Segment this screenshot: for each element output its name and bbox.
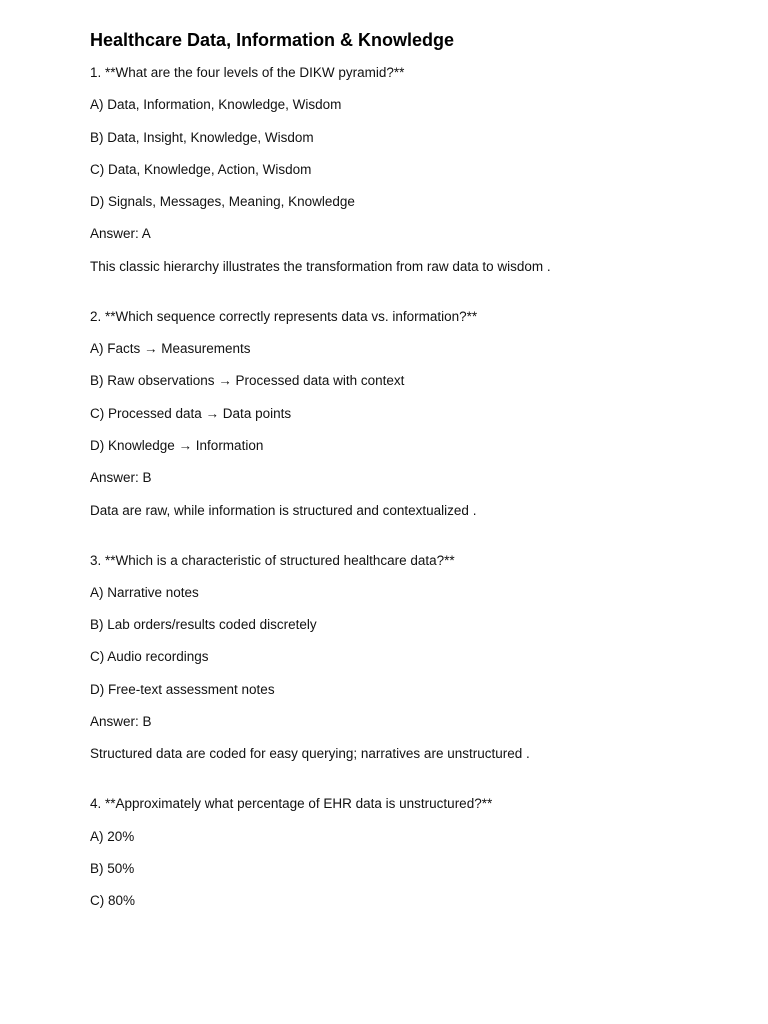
option-d: D) Free-text assessment notes [90,681,275,697]
option-a: A) Data, Information, Knowledge, Wisdom [90,97,342,113]
question-block [90,795,730,910]
question-block [90,308,730,520]
document-title: Healthcare Data, Information & Knowledge [90,30,455,50]
answer-text: Answer: B [90,714,152,730]
answer-text: Answer: B [90,470,152,486]
question-text: 2. **Which sequence correctly represents data vs. information?** [90,308,478,324]
option-c: C) Audio recordings [90,649,209,665]
question-block [90,64,730,276]
option-d: D) Signals, Messages, Meaning, Knowledge [90,194,355,210]
question-text: 3. **Which is a characteristic of structured healthcare data?** [90,552,455,568]
option-d: D) Knowledge → Information [90,437,264,453]
option-b: B) Lab orders/results coded discretely [90,617,317,633]
question-text: 4. **Approximately what percentage of EHR data is unstructured?** [90,796,493,812]
option-b: B) 50% [90,860,135,876]
question-text: 1. **What are the four levels of the DIKW pyramid?** [90,65,405,80]
explanation-text: Structured data are coded for easy querying; narratives are unstructured . [90,746,530,762]
option-c: C) Processed data → Data points [90,405,292,421]
option-b: B) Raw observations → Processed data with context [90,373,405,389]
explanation-text: This classic hierarchy illustrates the transformation from raw data to wisdom . [90,258,551,274]
explanation-text: Data are raw, while information is structured and contextualized . [90,502,477,518]
option-c: C) Data, Knowledge, Action, Wisdom [90,161,312,177]
option-c: C) 80% [90,893,136,909]
option-a: A) Facts → Measurements [90,341,251,357]
option-b: B) Data, Insight, Knowledge, Wisdom [90,129,314,145]
option-a: A) 20% [90,828,135,844]
question-block [90,552,730,764]
document-page [90,28,730,925]
answer-text: Answer: A [90,226,151,242]
option-a: A) Narrative notes [90,584,199,600]
